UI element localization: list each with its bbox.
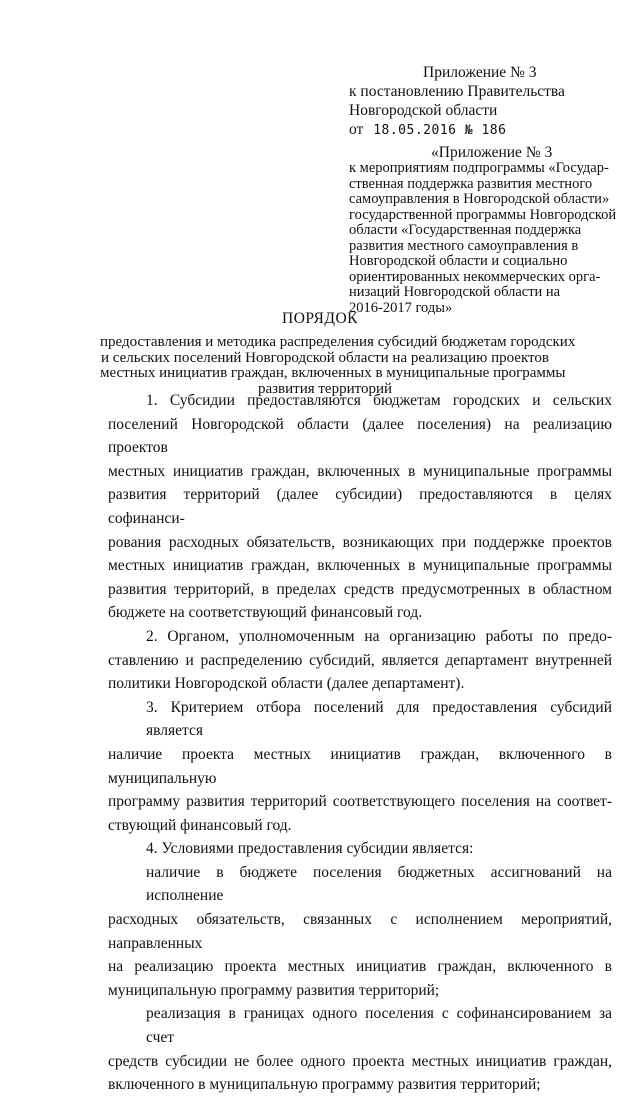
paragraph-line: включенного в муниципальную программу развития территорий;: [108, 1076, 541, 1094]
paragraph-line: местных инициатив граждан, включенных в муниципальные программы: [108, 462, 612, 480]
annex-line: ориентированных некоммерческих орга-: [349, 268, 601, 285]
paragraph-line: средств субсидии не более одного проекта местных инициатив граждан,: [108, 1052, 612, 1070]
appendix-label: Приложение № 3: [423, 64, 537, 81]
annex-line: развития местного самоуправления в: [349, 237, 579, 254]
document-subtitle: [100, 334, 576, 397]
annex-line: низаций Новгородской области на: [349, 284, 561, 300]
paragraph-line: расходных обязательств, связанных с исполнением мероприятий, направленных: [108, 911, 612, 952]
paragraph-line: местных инициатив граждан, включенных в муниципальные программы: [108, 557, 612, 575]
paragraph-line: программу развития территорий соответствующего поселения на соответ-: [108, 793, 612, 811]
annex-line: 2016-2017 годы»: [349, 299, 453, 316]
paragraph-line: наличие проекта местных инициатив граждан, включенного в муниципальную: [108, 745, 612, 787]
paragraph-line: наличие в бюджете поселения бюджетных ассигнований на исполнение: [146, 863, 612, 905]
paragraph-line: политики Новгородской области (далее департамент).: [108, 675, 465, 693]
paragraph-line: рования расходных обязательств, возникающих при поддержке проектов: [108, 533, 612, 551]
paragraph-line: 4. Условиями предоставления субсидии является:: [146, 840, 474, 858]
paragraph-line: ствующий финансовый год.: [108, 816, 292, 834]
paragraph-line: развития территорий, в пределах средств предусмотренных в областном: [108, 580, 612, 598]
subtitle-line: развития территорий: [257, 380, 393, 397]
paragraph-line: муниципальную программу развития территорий;: [108, 981, 440, 999]
document-body: [108, 389, 612, 1097]
paragraph-line: поселений Новгородской области (далее поселения) на реализацию проектов: [108, 415, 612, 457]
annex-line: Новгородской области и социально: [349, 253, 568, 269]
paragraph-line: бюджете на соответствующий финансовый год.: [108, 604, 423, 622]
subtitle-line: местных инициатив граждан, включенных в муниципальные программы: [100, 365, 566, 381]
paragraph-line: 2. Органом, уполномоченным на организацию работы по предо-: [146, 627, 612, 645]
paragraph-line: ставлению и распределению субсидий, является департамент внутренней: [108, 651, 612, 669]
annex-title: «Приложение № 3: [431, 144, 553, 161]
resolution-line: к постановлению Правительства: [349, 83, 565, 100]
paragraph-line: развития территорий (далее субсидии) предоставляются в целях софинанси-: [108, 486, 612, 527]
paragraph-line: 3. Критерием отбора поселений для предоставления субсидий является: [146, 698, 612, 740]
date-prefix: от: [349, 121, 364, 138]
paragraph-line: реализация в границах одного поселения с софинансированием за счет: [146, 1005, 612, 1047]
annex-line: к мероприятиям подпрограммы «Государ-: [349, 160, 609, 176]
paragraph-line: на реализацию проекта местных инициатив граждан, включенного в: [108, 958, 612, 976]
subtitle-line: предоставления и методика распределения субсидий бюджетам городских: [100, 334, 576, 350]
paragraph-line: 1. Субсидии предоставляются бюджетам городских и сельских: [146, 392, 612, 409]
annex-line: самоуправления в Новгородской области»: [349, 191, 610, 207]
annex-line: ственная поддержка развития местного: [349, 175, 593, 192]
annex-line: области «Государственная поддержка: [349, 222, 582, 238]
document-title: ПОРЯДОК: [282, 310, 358, 327]
annex-reference-block: [349, 160, 617, 316]
date-line: [349, 120, 506, 140]
region-line: Новгородской области: [349, 102, 498, 119]
annex-line: государственной программы Новгородской: [349, 206, 617, 223]
date-number: 18.05.2016 № 186: [373, 123, 507, 138]
subtitle-line: и сельских поселений Новгородской области на реализацию проектов: [100, 349, 549, 366]
